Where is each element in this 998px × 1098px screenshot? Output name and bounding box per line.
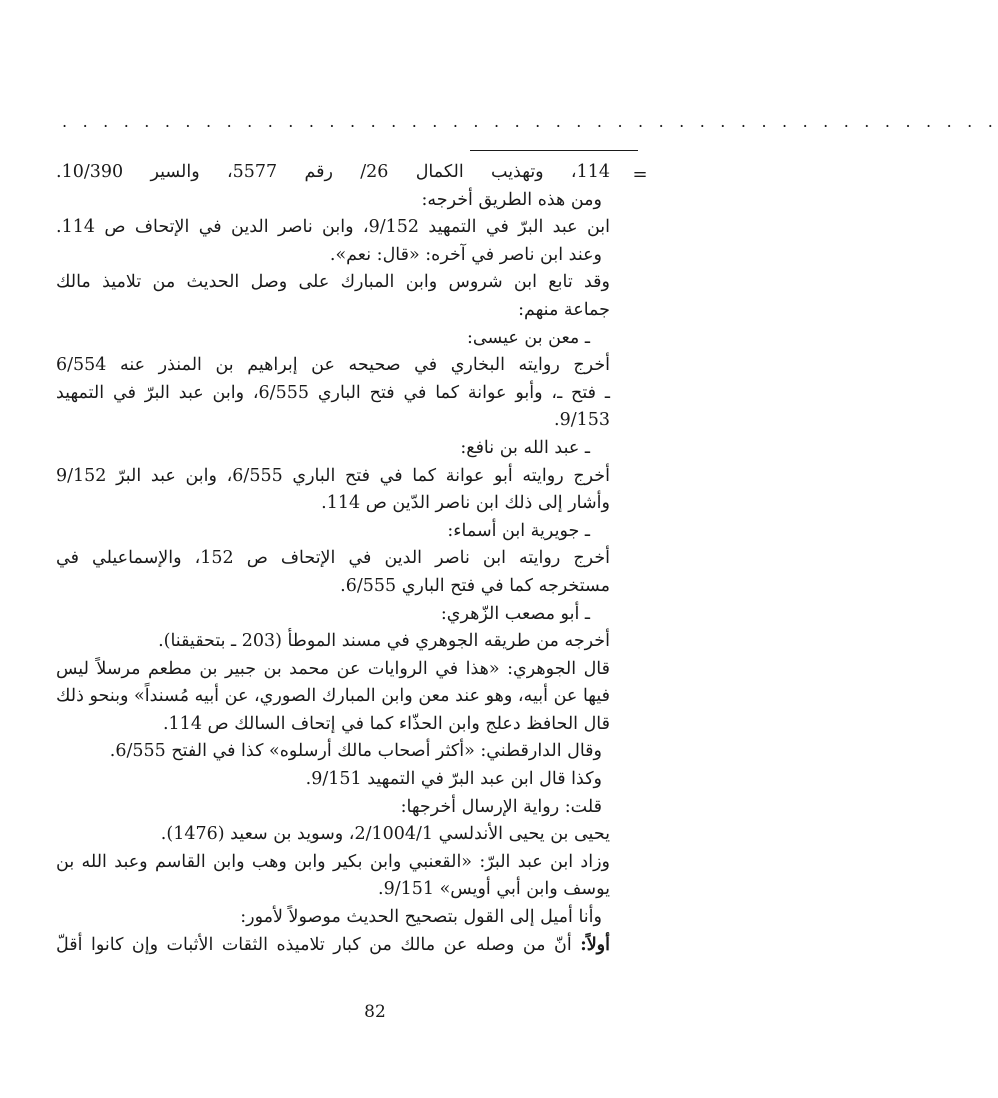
- text-line: قلت: رواية الإرسال أخرجها:: [400, 796, 602, 817]
- text-line: 114، وتهذيب الكمال 26/ رقم 5577، والسير 10/390.: [56, 162, 610, 182]
- text-line: وأشار إلى ذلك ابن ناصر الدّين ص 114.: [321, 493, 610, 514]
- text-line: قال الحافظ دعلج وابن الحذّاء كما في إتحاف السالك ص 114.: [162, 713, 610, 734]
- text-line: أخرجه من طريقه الجوهري في مسند الموطأ (203 ـ بتحقيقنا).: [158, 631, 610, 652]
- text-line: فيها عن أبيه، وهو عند معن وابن المبارك الصوري، عن أبيه مُسنداً» وبنحو ذلك: [56, 686, 611, 707]
- text-line: يحيى بن يحيى الأندلسي 2/1004/1، وسويد بن سعيد (1476).: [160, 824, 610, 845]
- text-line: وكذا قال ابن عبد البرّ في التمهيد 9/151.: [305, 769, 602, 790]
- text-line: وعند ابن ناصر في آخره: «قال: نعم».: [329, 244, 602, 265]
- dotted-leader: . . . . . . . . . . . . . . . . . . . . . . . . . . . . . . . . . . . . . . . . . . . . . .: [62, 112, 998, 131]
- text-line: وزاد ابن عبد البرّ: «القعنبي وابن بكير وابن وهب وابن القاسم وعبد الله بن: [56, 851, 610, 872]
- text-line: وقد تابع ابن شروس وابن المبارك على وصل الحديث من تلاميذ مالك: [56, 272, 610, 293]
- text-line: مستخرجه كما في فتح الباري 6/555.: [340, 575, 610, 596]
- page-number: 82: [364, 1002, 386, 1022]
- text-line: ـ عبد الله بن نافع:: [460, 437, 590, 458]
- text-line: وقال الدارقطني: «أكثر أصحاب مالك أرسلوه» كذا في الفتح 6/555.: [109, 741, 602, 762]
- text-line: أخرج روايته أبو عوانة كما في فتح الباري 6/555، وابن عبد البرّ 9/152: [56, 465, 610, 486]
- text-line: قال الجوهري: «هذا في الروايات عن محمد بن جبير بن مطعم مرسلاً ليس: [56, 658, 610, 679]
- footnote-body: [56, 159, 610, 959]
- text-line: يوسف وابن أبي أويس» 9/151.: [378, 879, 610, 900]
- text-line: [56, 932, 610, 960]
- text-line: ابن عبد البرّ في التمهيد 9/152، وابن ناصر الدين في الإتحاف ص 114.: [56, 217, 611, 238]
- text-line: ـ معن بن عيسى:: [467, 327, 590, 348]
- text-line: ـ فتح ـ، وأبو عوانة كما في فتح الباري 6/555، وابن عبد البرّ في التمهيد: [56, 382, 610, 403]
- text-line: 9/153.: [553, 410, 610, 431]
- text-line: وأنا أميل إلى القول بتصحيح الحديث موصولاً لأمور:: [240, 907, 602, 928]
- text-line: ومن هذه الطريق أخرجه:: [421, 189, 602, 210]
- first-point-text: أنّ من وصله عن مالك من كبار تلاميذه الثقات الأثبات وإن كانوا أقلّ: [56, 934, 581, 955]
- text-line: أخرج روايته ابن ناصر الدين في الإتحاف ص 152، والإسماعيلي في: [56, 548, 610, 569]
- text-line: أخرج روايته البخاري في صحيحه عن إبراهيم بن المنذر عنه 6/554: [56, 355, 610, 376]
- text-line: ـ أبو مصعب الزّهري:: [440, 603, 590, 624]
- footnote-separator: [470, 150, 638, 151]
- first-point-label: أولاً:: [580, 934, 610, 955]
- text-line: ـ جويرية ابن أسماء:: [447, 520, 590, 541]
- text-line: جماعة منهم:: [518, 299, 610, 320]
- continuation-mark: =: [632, 164, 648, 185]
